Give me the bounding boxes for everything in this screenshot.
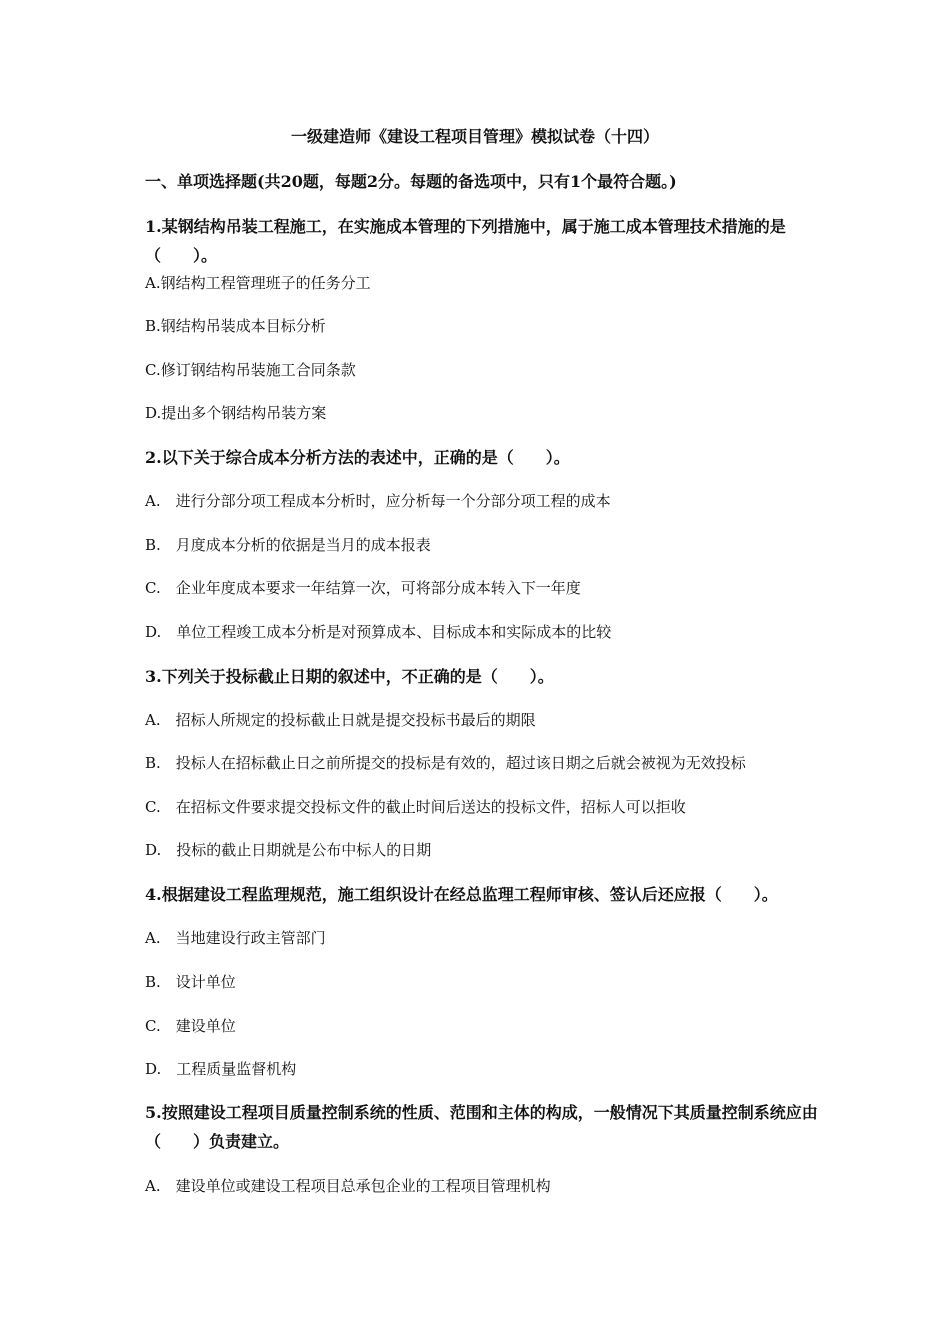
question-1-option-d: D.提出多个钢结构吊装方案	[145, 404, 327, 422]
document-title: 一级建造师《建设工程项目管理》模拟试卷（十四）	[290, 127, 659, 146]
question-4-option-c: C. 建设单位	[145, 1017, 236, 1035]
question-3-option-d: D. 投标的截止日期就是公布中标人的日期	[145, 841, 432, 859]
question-2-option-d: D. 单位工程竣工成本分析是对预算成本、目标成本和实际成本的比较	[145, 623, 612, 641]
question-5-option-a: A. 建设单位或建设工程项目总承包企业的工程项目管理机构	[145, 1177, 551, 1195]
question-1-option-c: C.修订钢结构吊装施工合同条款	[145, 361, 356, 379]
question-5-text: 5.按照建设工程项目质量控制系统的性质、范围和主体的构成，一般情况下其质量控制系统应由（ ）负责建立。	[145, 1103, 818, 1151]
question-2-option-c: C. 企业年度成本要求一年结算一次，可将部分成本转入下一年度	[145, 579, 581, 597]
question-2-option-a: A. 进行分部分项工程成本分析时，应分析每一个分部分项工程的成本	[145, 492, 611, 510]
question-1-text: 1.某钢结构吊装工程施工，在实施成本管理的下列措施中，属于施工成本管理技术措施的是（ ）。	[145, 217, 786, 265]
section-heading: 一、单项选择题(共20题，每题2分。每题的备选项中，只有1个最符合题。)	[145, 172, 677, 191]
question-1-option-a: A.钢结构工程管理班子的任务分工	[145, 274, 371, 292]
question-4-option-a: A. 当地建设行政主管部门	[145, 929, 326, 947]
question-2-option-b: B. 月度成本分析的依据是当月的成本报表	[145, 536, 431, 554]
question-3-option-a: A. 招标人所规定的投标截止日就是提交投标书最后的期限	[145, 711, 536, 729]
question-3-text: 3.下列关于投标截止日期的叙述中，不正确的是（ ）。	[145, 667, 554, 686]
question-4-text: 4.根据建设工程监理规范，施工组织设计在经总监理工程师审核、签认后还应报（ ）。	[145, 885, 778, 904]
question-4-option-b: B. 设计单位	[145, 973, 236, 991]
question-4-option-d: D. 工程质量监督机构	[145, 1060, 297, 1078]
question-1-option-b: B.钢结构吊装成本目标分析	[145, 317, 326, 335]
question-2-text: 2.以下关于综合成本分析方法的表述中，正确的是（ ）。	[145, 448, 570, 467]
question-3-option-b: B. 投标人在招标截止日之前所提交的投标是有效的，超过该日期之后就会被视为无效投标	[145, 754, 746, 772]
question-3-option-c: C. 在招标文件要求提交投标文件的截止时间后送达的投标文件，招标人可以拒收	[145, 798, 686, 816]
